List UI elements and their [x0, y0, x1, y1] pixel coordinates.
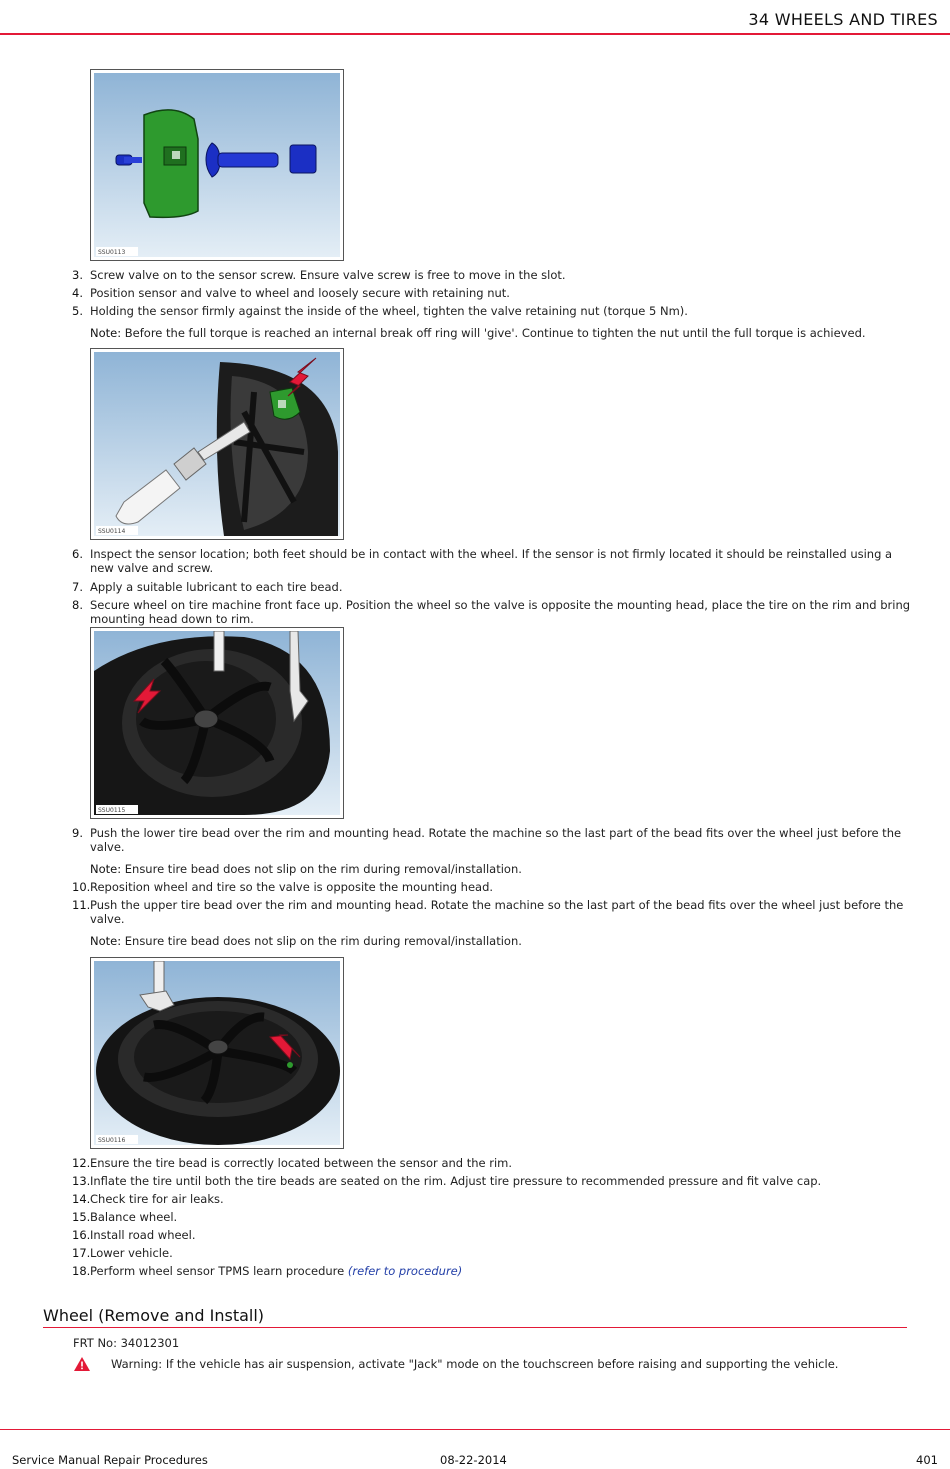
note — [90, 934, 910, 948]
note-text: Ensure tire bead does not slip on the rim during removal/installation. — [124, 862, 522, 876]
step-text: Ensure the tire bead is correctly located between the sensor and the rim. — [90, 1156, 513, 1170]
list-item — [72, 268, 912, 282]
step-number: 12. — [72, 1156, 91, 1170]
step-text: Push the upper tire bead over the rim and mounting head. Rotate the machine so the last part of the bead fits over the wheel just before the valve. — [90, 898, 904, 926]
figure-tire-machine — [90, 627, 344, 819]
list-item — [72, 547, 912, 575]
note — [90, 326, 910, 340]
refer-to-procedure-link[interactable]: (refer to procedure) — [347, 1264, 463, 1278]
sensor-valve-illustration — [94, 73, 340, 257]
step-number: 15. — [72, 1210, 91, 1224]
note-text: Before the full torque is reached an internal break off ring will 'give'. Continue to tighten the nut until the full torque is achieved. — [124, 326, 866, 340]
warning-label: Warning: — [111, 1357, 163, 1371]
step-number: 7. — [72, 580, 83, 594]
step-number: 14. — [72, 1192, 91, 1206]
step-text: Push the lower tire bead over the rim and mounting head. Rotate the machine so the last part of the bead fits over the wheel just before the valve. — [90, 826, 902, 854]
step-number: 4. — [72, 286, 83, 300]
figure-sensor-valve — [90, 69, 344, 261]
step-number: 11. — [72, 898, 91, 912]
warning-icon — [73, 1356, 91, 1372]
list-item — [72, 898, 912, 926]
step-text: Screw valve on to the sensor screw. Ensure valve screw is free to move in the slot. — [90, 268, 566, 282]
note — [90, 862, 910, 876]
footer-date: 08-22-2014 — [440, 1453, 507, 1467]
step-text: Position sensor and valve to wheel and loosely secure with retaining nut. — [90, 286, 510, 300]
step-text: Install road wheel. — [90, 1228, 196, 1242]
step-text: Balance wheel. — [90, 1210, 178, 1224]
list-item — [72, 1174, 912, 1188]
step-number: 6. — [72, 547, 83, 561]
step-text: Inflate the tire until both the tire beads are seated on the rim. Adjust tire pressure to recommended pressure and fit valve cap. — [90, 1174, 822, 1188]
figure-code: SSU0115 — [98, 807, 126, 814]
tire-machine-illustration — [94, 631, 340, 815]
figure-tighten-nut — [90, 348, 344, 540]
page-number: 401 — [916, 1453, 938, 1467]
step-text: Holding the sensor firmly against the inside of the wheel, tighten the valve retaining nut (torque 5 Nm). — [90, 304, 688, 318]
section-divider — [43, 1327, 907, 1328]
tighten-nut-illustration — [94, 352, 340, 536]
frt-number: FRT No: 34012301 — [73, 1336, 180, 1350]
step-text: Lower vehicle. — [90, 1246, 173, 1260]
list-item — [72, 598, 912, 626]
list-item — [72, 1192, 912, 1206]
list-item — [72, 580, 912, 594]
note-label: Note: — [90, 326, 122, 340]
list-item — [72, 1246, 912, 1260]
step-text: Apply a suitable lubricant to each tire bead. — [90, 580, 343, 594]
warning-text: If the vehicle has air suspension, activate "Jack" mode on the touchscreen before raising and supporting the vehicle. — [165, 1357, 839, 1371]
figure-wheel-sensor — [90, 957, 344, 1149]
figure-code: SSU0113 — [98, 249, 126, 256]
note-text: Ensure tire bead does not slip on the rim during removal/installation. — [124, 934, 522, 948]
step-text: Inspect the sensor location; both feet should be in contact with the wheel. If the sensor is not firmly located it should be reinstalled using a new valve and screw. — [90, 547, 893, 575]
section-title: Wheel (Remove and Install) — [43, 1306, 265, 1325]
step-number: 13. — [72, 1174, 91, 1188]
step-number: 8. — [72, 598, 83, 612]
step-text: Perform wheel sensor TPMS learn procedure — [90, 1264, 345, 1278]
step-number: 10. — [72, 880, 91, 894]
footer-manual-title: Service Manual Repair Procedures — [12, 1453, 208, 1467]
footer-divider — [0, 1429, 950, 1430]
step-text: Check tire for air leaks. — [90, 1192, 224, 1206]
step-text: Secure wheel on tire machine front face up. Position the wheel so the valve is opposite the mounting head, place the tire on the rim and bring mounting head down to rim. — [90, 598, 911, 626]
figure-code: SSU0114 — [98, 528, 126, 535]
list-item — [72, 1210, 912, 1224]
list-item — [72, 1228, 912, 1242]
step-text: Reposition wheel and tire so the valve is opposite the mounting head. — [90, 880, 494, 894]
step-number: 3. — [72, 268, 83, 282]
step-number: 18. — [72, 1264, 91, 1278]
step-number: 5. — [72, 304, 83, 318]
list-item — [72, 286, 912, 300]
chapter-title: 34 WHEELS AND TIRES — [748, 10, 938, 29]
wheel-sensor-illustration — [94, 961, 340, 1145]
step-number: 9. — [72, 826, 83, 840]
header-divider — [0, 33, 950, 35]
list-item — [72, 1156, 912, 1170]
note-label: Note: — [90, 934, 122, 948]
list-item — [72, 880, 912, 894]
step-number: 17. — [72, 1246, 91, 1260]
figure-code: SSU0116 — [98, 1137, 126, 1144]
list-item — [72, 304, 912, 318]
list-item — [72, 826, 912, 854]
list-item — [72, 1264, 912, 1278]
note-label: Note: — [90, 862, 122, 876]
step-number: 16. — [72, 1228, 91, 1242]
